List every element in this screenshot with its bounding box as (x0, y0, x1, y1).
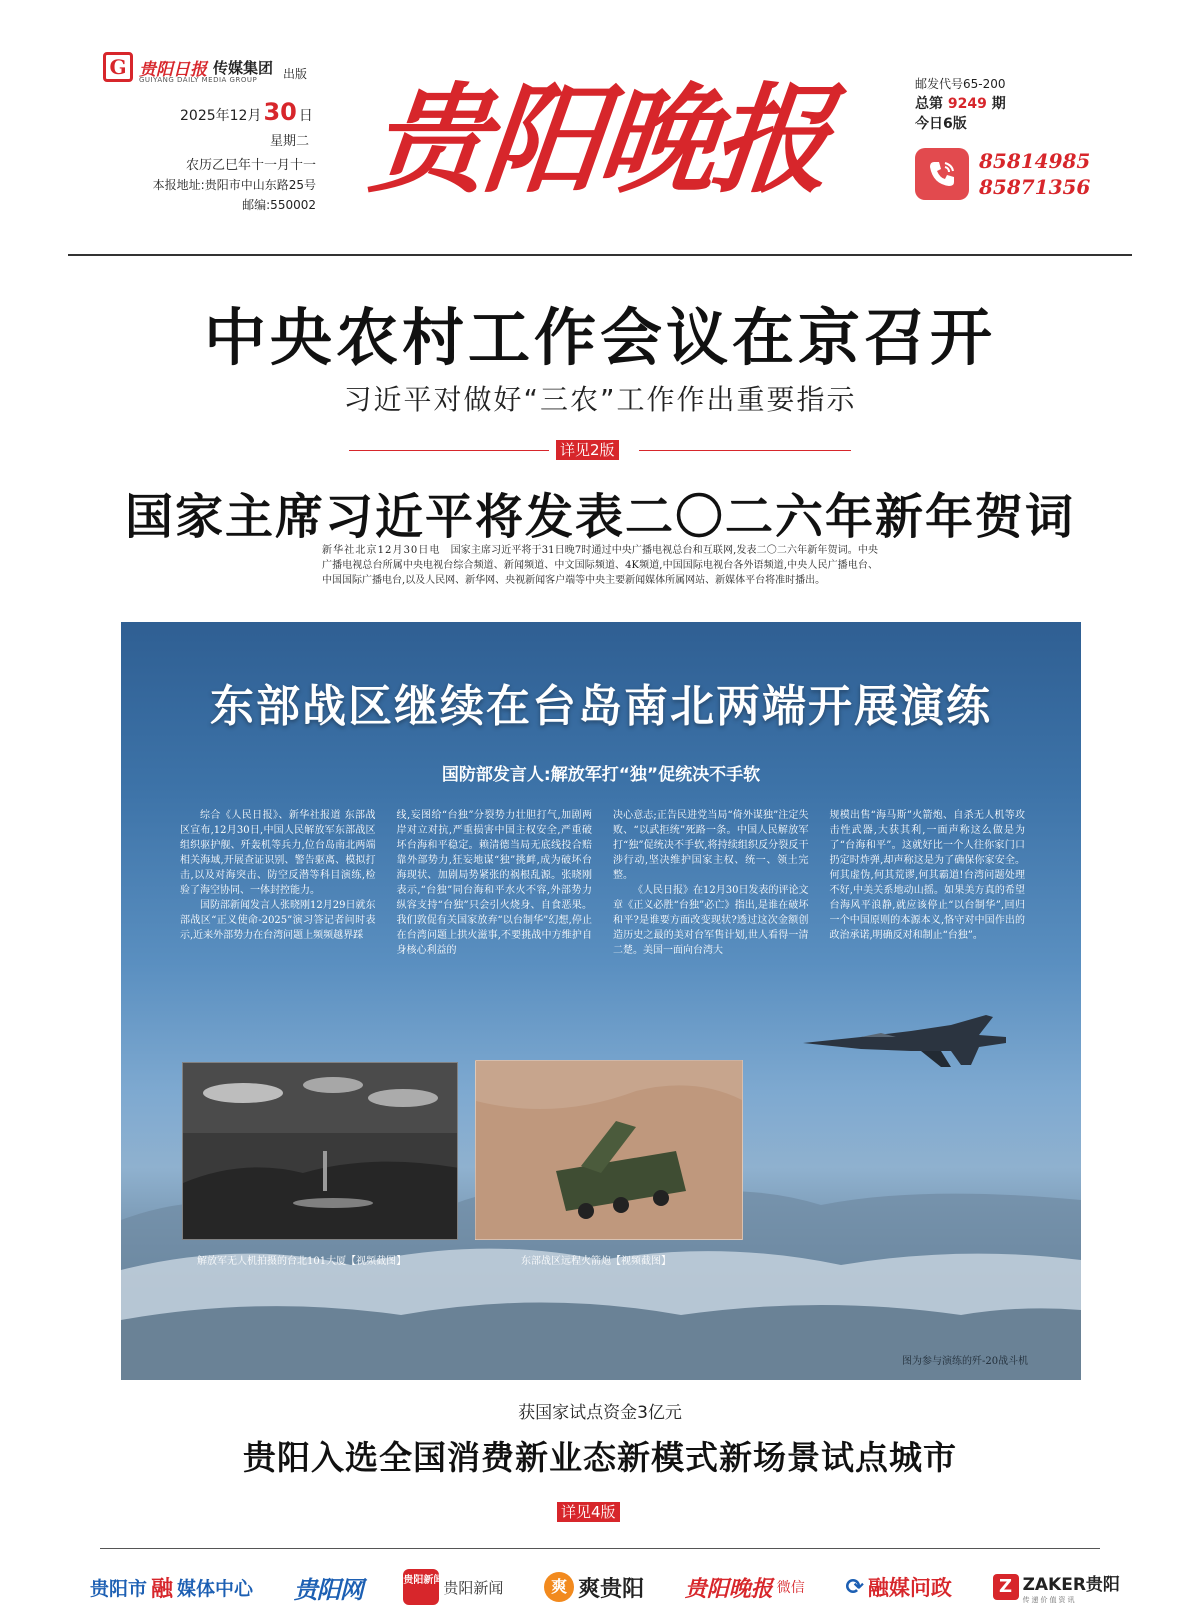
partner-guiyang-news[interactable] (403, 1569, 503, 1605)
feature-paragraph: 国防部新闻发言人张晓刚12月29日就东部战区“正义使命-2025”演习答记者问时表示,近来外部势力在台湾问题上频频越界踩 (180, 900, 376, 941)
lead-subheadline: 习近平对做好“三农”工作作出重要指示 (343, 383, 857, 416)
lead-see-more (349, 440, 851, 460)
rongmedia-suffix: 媒体中心 (177, 1577, 254, 1600)
feature-paragraph: 综合《人民日报》、新华社报道 东部战区宣布,12月30日,中国人民解放军东部战区组织驱护舰、歼轰机等兵力,位台岛南北两端相关海域,开展查证识别、警告驱离、模拟打击,以及对海突击、防空反潜等科目演练,检验了海空协同、一体封控能力。 (180, 810, 376, 896)
drone-photo-image (183, 1063, 458, 1240)
lead-see-more-tag[interactable]: 详见2版 (556, 440, 619, 460)
zaker-tagline: 传递价值资讯 (1022, 1595, 1077, 1604)
rongmedia-mark-icon: 融 (151, 1576, 174, 1602)
issue-suffix: 期 (991, 96, 1006, 112)
partner-shuang-guiyang[interactable] (544, 1572, 644, 1603)
hotline-numbers (979, 148, 1090, 200)
shuang-guiyang-icon: 爽 (544, 1572, 574, 1602)
partner-rongmedia[interactable] (90, 1572, 253, 1603)
feature-paragraph: 《人民日报》在12月30日发表的评论文章《正义必胜“台独”必亡》指出,是谁在破坏和平?是谁要方面改变现状?透过这次金额创造历史之最的美对台军售计划,世人看得一清二楚。美国一面向台湾大 (613, 885, 809, 956)
feature-headline[interactable]: 东部战区继续在台岛南北两端开展演练 (210, 681, 992, 732)
feature-paragraph: 规模出售“海马斯”火箭炮、自杀无人机等攻击性武器,大获其利,一面声称这么做是为了“台海和平”。这就好比一个人往你家门口扔定时炸弹,却声称这是为了确保你家安全。何其虚伪,何其荒谬,何其霸道!台湾问题处理不好,中美关系地动山摇。如果美方真的希望台海风平浪静,就应该停止“以台制华”,回归一个中国原则的本源本义,恪守对中国作出的政治承诺,明确反对和制止“台独”。 (829, 810, 1025, 941)
feature-column-3 (613, 808, 809, 958)
footer-divider (100, 1548, 1100, 1549)
date-suffix: 日 (298, 108, 313, 124)
issue-number-line (915, 94, 1006, 114)
pages-today: 今日6版 (915, 116, 967, 132)
feature-column-1 (180, 808, 376, 958)
paper-postcode: 邮编:550002 (242, 198, 316, 212)
guiyang-news-app-icon: 贵阳新闻 (403, 1569, 439, 1605)
paper-address: 本报地址:贵阳市中山东路25号 (152, 178, 316, 192)
partner-guiyang-net[interactable] (294, 1570, 363, 1605)
third-see-more-tag[interactable]: 详见4版 (557, 1502, 620, 1522)
second-headline[interactable]: 国家主席习近平将发表二〇二六年新年贺词 (124, 489, 1075, 545)
publisher-name: 贵阳日报 (139, 59, 207, 80)
feature-panel (121, 622, 1081, 1380)
feature-column-4 (830, 808, 1026, 958)
second-story-body (322, 543, 878, 588)
rocket-launcher-photo[interactable] (475, 1060, 743, 1240)
wechat-label: 微信 (776, 1580, 805, 1596)
phone-icon (915, 148, 969, 200)
zaker-label: ZAKER贵阳 (1022, 1574, 1120, 1595)
date-day: 30 (263, 98, 297, 126)
third-story-kicker: 获国家试点资金3亿元 (518, 1403, 682, 1423)
feature-columns (180, 808, 1025, 958)
feature-paragraph: 线,妄图给“台独”分裂势力壮胆打气,加剧两岸对立对抗,严重损害中国主权安全,严重破坏台海和平稳定。赖清德当局无底线投合赔靠外部势力,狂妄地谋“独”挑衅,成为破坏台海现状、加剧局势紧张的祸根乱源。张晓刚表示,“台独”同台海和平水火不容,外部势力纵容支持“台独”只会引火烧身、自食恶果。我们敦促有关国家放弃“以台制华”幻想,停止在台湾问题上拱火滋事,不要挑战中方维护自身核心利益的 (396, 810, 592, 956)
guiyang-evening-logo: 贵阳晚报 (684, 1575, 773, 1602)
rocket-photo-caption: 东部战区远程火箭炮【视频截图】 (521, 1256, 671, 1267)
drone-photo[interactable] (182, 1062, 458, 1240)
feature-subheadline: 国防部发言人:解放军打“独”促统决不手软 (441, 765, 761, 785)
issue-info (915, 74, 1006, 134)
feature-paragraph: 决心意志;正告民进党当局“倚外谋独”注定失败、“以武拒统”死路一条。中国人民解放军打“独”促统决不手软,将持续组织反分裂反干涉行动,坚决维护国家主权、统一、领土完整。 (613, 810, 809, 881)
guiyang-net-logo: 贵阳网 (293, 1574, 363, 1604)
paper-title: 贵阳晚报 (363, 69, 835, 209)
weekday: 星期二 (270, 134, 310, 149)
masthead-divider (68, 254, 1132, 256)
partner-rongmei-wenzheng[interactable] (845, 1572, 951, 1602)
hotline-number-1: 85814985 (979, 149, 1091, 173)
issue-prefix: 总第 (915, 96, 943, 112)
publisher-logo (103, 52, 307, 82)
publisher-english-name: GUIYANG DAILY MEDIA GROUP (139, 76, 258, 84)
rongmei-wenzheng-label: 融媒问政 (867, 1575, 952, 1600)
dateline: 新华社北京12月30日电 (322, 545, 441, 556)
date-prefix: 2025年12月 (180, 108, 262, 124)
see-more-rule-right (639, 450, 851, 451)
publisher-mark-icon: G (103, 52, 133, 82)
guiyang-news-label: 贵阳新闻 (443, 1578, 504, 1597)
postal-distribution-code: 邮发代号65-200 (915, 77, 1006, 91)
partner-zaker-guiyang[interactable] (993, 1570, 1120, 1605)
drone-photo-caption: 解放军无人机拍摄的台北101大厦【视频截图】 (197, 1256, 407, 1267)
jet-photo-caption: 图为参与演练的歼-20战斗机 (902, 1356, 1029, 1367)
hotline (915, 148, 1090, 200)
partner-guiyang-evening-wechat[interactable] (685, 1572, 805, 1603)
rongmedia-prefix: 贵阳市 (90, 1577, 148, 1600)
publish-label: 出版 (283, 66, 308, 81)
feature-column-2 (397, 808, 593, 958)
partner-bar (90, 1564, 1120, 1610)
shuang-guiyang-label: 爽贵阳 (578, 1575, 645, 1602)
third-headline[interactable]: 贵阳入选全国消费新业态新模式新场景试点城市 (243, 1438, 957, 1477)
issue-date (180, 98, 313, 126)
fighter-jet-image (801, 1007, 1011, 1077)
issue-number: 9249 (947, 96, 987, 112)
masthead (0, 0, 1200, 250)
lunar-date: 农历乙巳年十一月十一 (185, 158, 316, 173)
rongmei-wenzheng-icon: ⟳ (845, 1574, 864, 1600)
rocket-launcher-image (476, 1061, 743, 1240)
second-story-text: 国家主席习近平将于31日晚7时通过中央广播电视总台和互联网,发表二〇二六年新年贺词。中央广播电视总台所属中央电视台综合频道、新闻频道、中文国际频道、4K频道,中国国际电视台各外语频道,中央人民广播电台、中国国际广播电台,以及人民网、新华网、央视新闻客户端等中央主要新闻媒体所属网站、新媒体平台将准时播出。 (322, 545, 879, 586)
lead-headline[interactable]: 中央农村工作会议在京召开 (203, 301, 996, 374)
see-more-rule-left (349, 450, 549, 451)
hotline-number-2: 85871356 (979, 175, 1091, 199)
zaker-icon: Z (993, 1574, 1019, 1600)
publisher-group: 传媒集团 (213, 58, 274, 77)
